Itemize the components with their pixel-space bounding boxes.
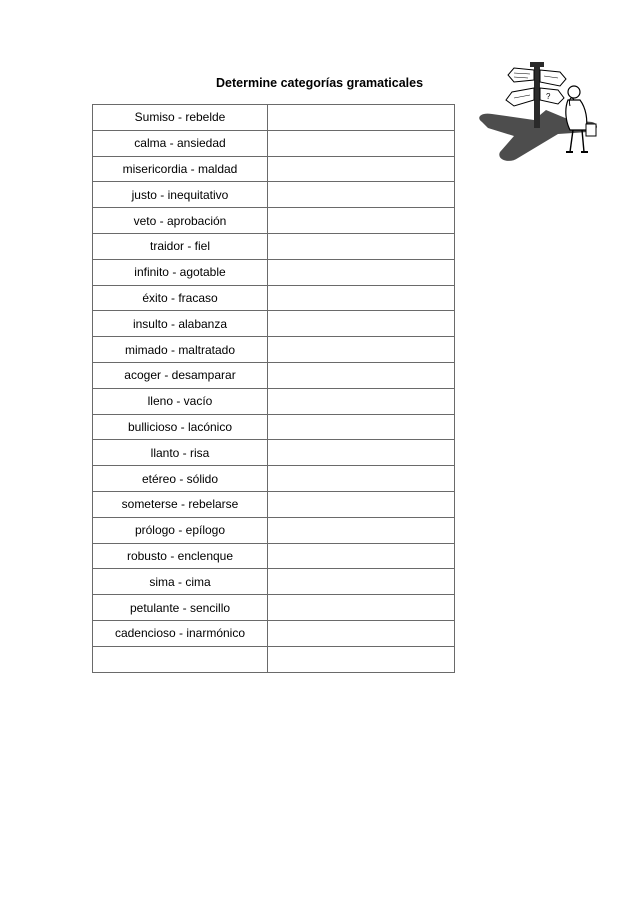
answer-cell[interactable] bbox=[268, 517, 455, 543]
word-pair-cell: etéreo - sólido bbox=[93, 466, 268, 492]
answer-cell[interactable] bbox=[268, 569, 455, 595]
answer-cell[interactable] bbox=[268, 311, 455, 337]
word-pair-cell: insulto - alabanza bbox=[93, 311, 268, 337]
answer-cell[interactable] bbox=[268, 130, 455, 156]
page-title: Determine categorías gramaticales bbox=[216, 76, 424, 90]
answer-cell[interactable] bbox=[268, 388, 455, 414]
table-row bbox=[93, 491, 455, 517]
table-row bbox=[93, 646, 455, 672]
word-pair-cell: lleno - vacío bbox=[93, 388, 268, 414]
word-pair-cell: misericordia - maldad bbox=[93, 156, 268, 182]
word-pair-cell: prólogo - epílogo bbox=[93, 517, 268, 543]
table-row bbox=[93, 311, 455, 337]
table-row bbox=[93, 414, 455, 440]
table-row bbox=[93, 620, 455, 646]
signpost-pole bbox=[534, 64, 540, 128]
word-pair-cell: robusto - enclenque bbox=[93, 543, 268, 569]
table-row bbox=[93, 130, 455, 156]
word-pair-cell: traidor - fiel bbox=[93, 233, 268, 259]
word-pair-cell: bullicioso - lacónico bbox=[93, 414, 268, 440]
person-briefcase bbox=[586, 124, 596, 136]
answer-cell[interactable] bbox=[268, 259, 455, 285]
answer-cell[interactable] bbox=[268, 414, 455, 440]
word-pair-cell: calma - ansiedad bbox=[93, 130, 268, 156]
answer-cell[interactable] bbox=[268, 105, 455, 131]
table-row bbox=[93, 233, 455, 259]
answer-cell[interactable] bbox=[268, 466, 455, 492]
answer-cell[interactable] bbox=[268, 543, 455, 569]
word-pair-cell: infinito - agotable bbox=[93, 259, 268, 285]
answer-cell[interactable] bbox=[268, 233, 455, 259]
table-row bbox=[93, 466, 455, 492]
person-body bbox=[566, 100, 587, 130]
word-pair-table bbox=[92, 104, 455, 673]
word-pair-cell: veto - aprobación bbox=[93, 208, 268, 234]
word-pair-cell: acoger - desamparar bbox=[93, 362, 268, 388]
table-row bbox=[93, 595, 455, 621]
table-row bbox=[93, 569, 455, 595]
table-row bbox=[93, 337, 455, 363]
answer-cell[interactable] bbox=[268, 182, 455, 208]
answer-cell[interactable] bbox=[268, 337, 455, 363]
table-row bbox=[93, 156, 455, 182]
answer-cell[interactable] bbox=[268, 620, 455, 646]
sign-left-top bbox=[508, 68, 534, 82]
word-pair-cell: someterse - rebelarse bbox=[93, 491, 268, 517]
table-row bbox=[93, 517, 455, 543]
svg-text:?: ? bbox=[546, 92, 551, 101]
word-pair-cell bbox=[93, 646, 268, 672]
person-head bbox=[568, 86, 580, 98]
answer-cell[interactable] bbox=[268, 362, 455, 388]
word-pair-cell: justo - inequitativo bbox=[93, 182, 268, 208]
person-leg-left bbox=[570, 130, 573, 152]
answer-cell[interactable] bbox=[268, 595, 455, 621]
word-pair-cell: éxito - fracaso bbox=[93, 285, 268, 311]
table-row bbox=[93, 105, 455, 131]
word-pair-cell: llanto - risa bbox=[93, 440, 268, 466]
table-row bbox=[93, 285, 455, 311]
table-row bbox=[93, 208, 455, 234]
table-row bbox=[93, 182, 455, 208]
table-row bbox=[93, 362, 455, 388]
answer-cell[interactable] bbox=[268, 285, 455, 311]
answer-cell[interactable] bbox=[268, 440, 455, 466]
table-row bbox=[93, 388, 455, 414]
answer-cell[interactable] bbox=[268, 156, 455, 182]
table-row bbox=[93, 440, 455, 466]
word-pair-cell: cadencioso - inarmónico bbox=[93, 620, 268, 646]
answer-cell[interactable] bbox=[268, 646, 455, 672]
word-pair-cell: Sumiso - rebelde bbox=[93, 105, 268, 131]
word-pair-cell: sima - cima bbox=[93, 569, 268, 595]
answer-cell[interactable] bbox=[268, 491, 455, 517]
table-row bbox=[93, 259, 455, 285]
word-pair-cell: petulante - sencillo bbox=[93, 595, 268, 621]
table-row bbox=[93, 543, 455, 569]
word-pair-cell: mimado - maltratado bbox=[93, 337, 268, 363]
sign-right-bottom bbox=[540, 88, 564, 104]
person-leg-right bbox=[582, 130, 584, 152]
sign-right-top bbox=[540, 70, 566, 86]
answer-cell[interactable] bbox=[268, 208, 455, 234]
signpost-person-icon bbox=[474, 58, 606, 166]
